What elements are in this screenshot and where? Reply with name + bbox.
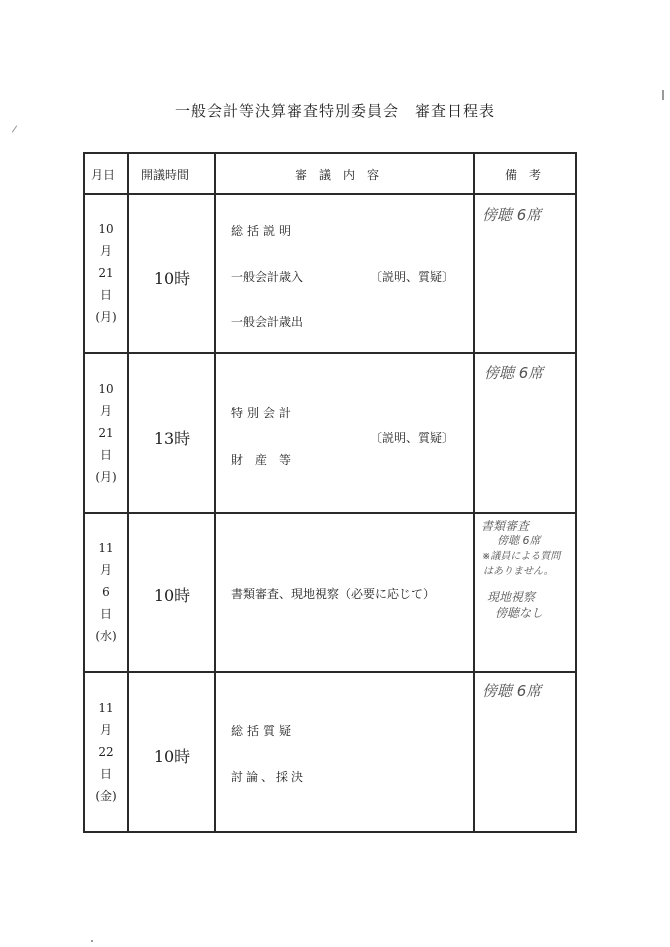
row-2-time: 13時 [153,429,191,448]
header-time: 開議時間 [141,168,190,182]
page-title: 一般会計等決算審査特別委員会 審査日程表 [174,102,495,120]
row-3-remarks-4: はありません。 [483,566,554,577]
row-2-item-2: 財 産 等 [231,453,292,467]
row-divider-3 [83,671,577,673]
row-2-note: 〔説明、質疑〕 [370,431,455,445]
row-1-remarks: 傍聴 6席 [482,206,542,224]
row-2-item-1: 特別会計 [231,406,296,420]
header-divider [83,193,577,195]
row-4-remarks: 傍聴 6席 [482,682,542,700]
table-border-bottom [83,831,577,833]
row-4-date: 11 月 22 日 (金) [95,701,117,803]
row-2-remarks: 傍聴 6席 [484,364,544,382]
row-3-remarks-3: ※議員による質問 [482,551,561,562]
scan-mark-bottom [91,940,93,942]
col-divider-2 [214,152,216,833]
row-1-item-1: 総括説明 [231,224,296,238]
row-2-date: 10 月 21 日 (月) [95,382,117,484]
row-1-time: 10時 [153,269,191,288]
table-border-right [575,152,577,833]
row-3-remarks-6: 傍聴なし [495,606,544,620]
row-3-remarks-5: 現地視察 [487,590,536,604]
row-4-time: 10時 [153,747,191,766]
scan-mark-right [662,90,664,100]
col-divider-3 [473,152,475,833]
scan-mark-left [12,125,17,132]
row-divider-2 [83,512,577,514]
row-3-remarks-2: 傍聴 6席 [497,534,541,547]
row-3-remarks-1: 書類審査 [481,519,530,533]
row-1-note: 〔説明、質疑〕 [370,270,455,284]
row-4-item-1: 総括質疑 [231,724,296,738]
row-3-date: 11 月 6 日 (水) [95,541,117,643]
header-content: 審 議 内 容 [295,168,380,182]
row-3-item-1: 書類審査、現地視察（必要に応じて） [231,587,436,601]
row-1-date: 10 月 21 日 (月) [95,222,117,324]
row-divider-1 [83,352,577,354]
row-1-item-3: 一般会計歳出 [231,315,304,329]
header-remarks: 備 考 [505,168,542,182]
header-date: 月日 [91,168,116,182]
table-border-top [83,152,577,154]
row-3-time: 10時 [153,586,191,605]
row-1-item-2: 一般会計歳入 [231,270,304,284]
row-4-item-2: 討論、採決 [231,770,307,784]
